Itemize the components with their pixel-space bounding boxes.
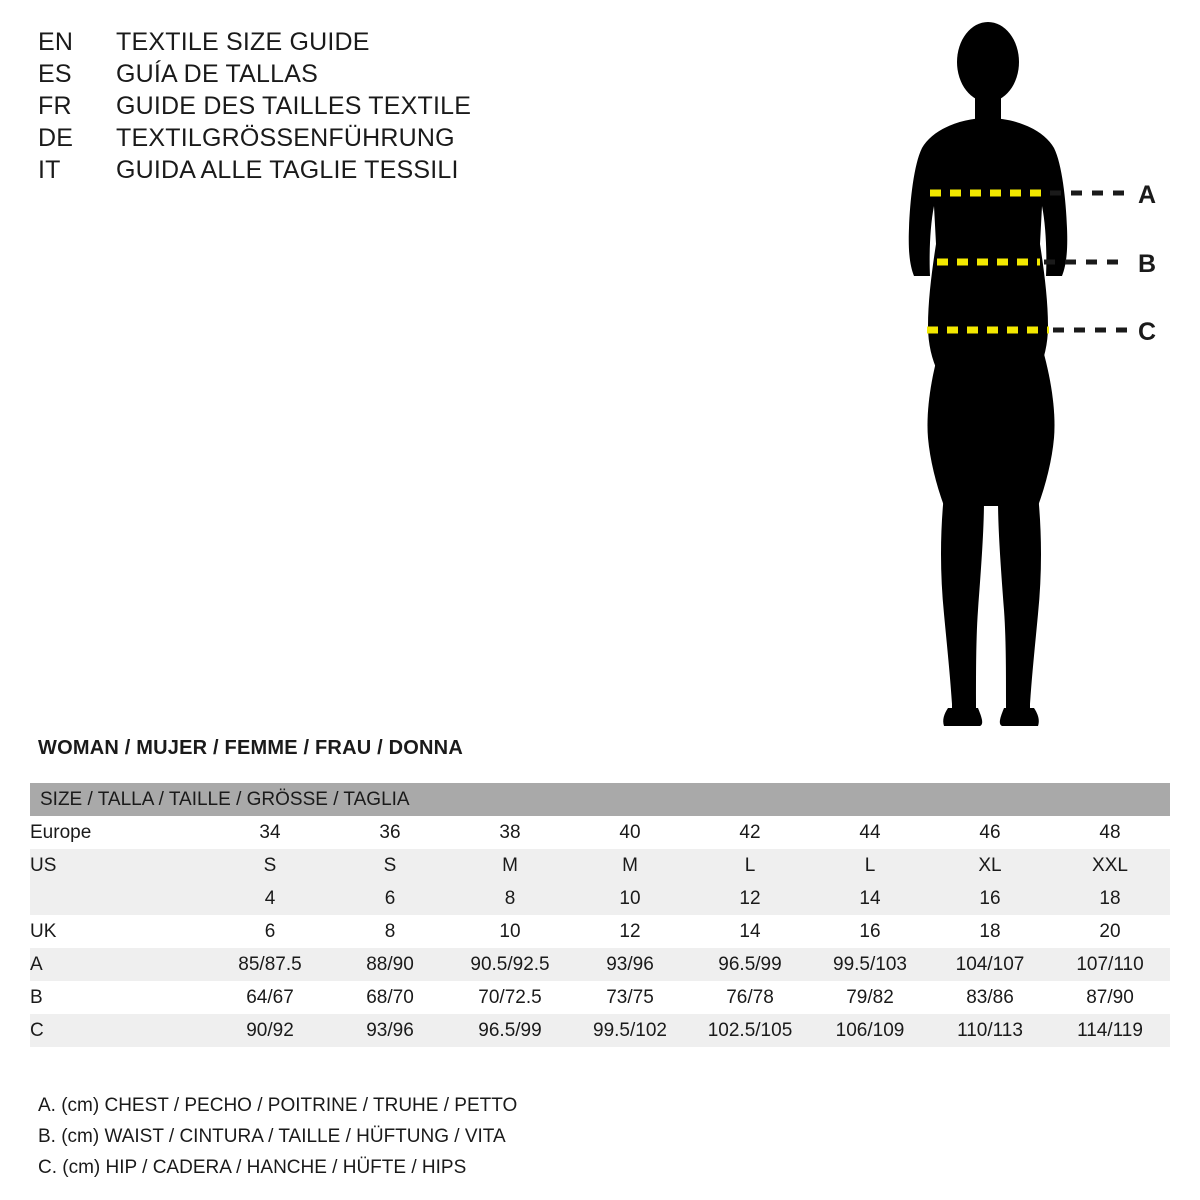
table-cell: 68/70 bbox=[330, 981, 450, 1014]
table-cell: 38 bbox=[450, 816, 570, 849]
table-cell: M bbox=[570, 849, 690, 882]
table-header-label: SIZE / TALLA / TAILLE / GRÖSSE / TAGLIA bbox=[30, 783, 1170, 816]
table-cell: L bbox=[810, 849, 930, 882]
table-cell: 96.5/99 bbox=[450, 1014, 570, 1047]
table-cell: 110/113 bbox=[930, 1014, 1050, 1047]
table-cell: 87/90 bbox=[1050, 981, 1170, 1014]
footnotes bbox=[38, 1090, 738, 1183]
table-cell: 16 bbox=[810, 915, 930, 948]
table-cell: 44 bbox=[810, 816, 930, 849]
section-title: WOMAN / MUJER / FEMME / FRAU / DONNA bbox=[38, 737, 463, 759]
table-cell: 34 bbox=[210, 816, 330, 849]
female-silhouette-icon bbox=[909, 22, 1068, 726]
marker-label-c: C bbox=[1138, 318, 1157, 346]
table-cell: 16 bbox=[930, 882, 1050, 915]
table-row bbox=[30, 816, 1170, 849]
row-label: Europe bbox=[30, 816, 210, 849]
table-cell: 93/96 bbox=[330, 1014, 450, 1047]
table-cell: 79/82 bbox=[810, 981, 930, 1014]
table-row bbox=[30, 915, 1170, 948]
table-cell: XL bbox=[930, 849, 1050, 882]
table-cell: 96.5/99 bbox=[690, 948, 810, 981]
table-cell: 8 bbox=[450, 882, 570, 915]
table-row bbox=[30, 882, 1170, 915]
language-title: GUÍA DE TALLAS bbox=[116, 60, 318, 88]
size-table bbox=[30, 783, 1170, 1047]
table-cell: 106/109 bbox=[810, 1014, 930, 1047]
table-cell: 99.5/102 bbox=[570, 1014, 690, 1047]
table-cell: 104/107 bbox=[930, 948, 1050, 981]
table-cell: 83/86 bbox=[930, 981, 1050, 1014]
table-cell: 8 bbox=[330, 915, 450, 948]
table-cell: 10 bbox=[450, 915, 570, 948]
table-cell: L bbox=[690, 849, 810, 882]
language-title: TEXTILGRÖSSENFÜHRUNG bbox=[116, 124, 455, 152]
language-row bbox=[38, 92, 558, 124]
language-code: IT bbox=[38, 156, 61, 184]
row-label: A bbox=[30, 948, 210, 981]
language-row bbox=[38, 124, 558, 156]
language-code: DE bbox=[38, 124, 74, 152]
table-cell: 6 bbox=[330, 882, 450, 915]
table-cell: 73/75 bbox=[570, 981, 690, 1014]
table-cell: 18 bbox=[930, 915, 1050, 948]
table-cell: XXL bbox=[1050, 849, 1170, 882]
table-cell: 14 bbox=[810, 882, 930, 915]
language-row bbox=[38, 60, 558, 92]
table-cell: S bbox=[330, 849, 450, 882]
footnote-chest: A. (cm) CHEST / PECHO / POITRINE / TRUHE / PETTO bbox=[38, 1095, 518, 1116]
table-cell: 6 bbox=[210, 915, 330, 948]
table-row bbox=[30, 948, 1170, 981]
table-row bbox=[30, 1014, 1170, 1047]
table-header-row bbox=[30, 783, 1170, 816]
table-cell: 90.5/92.5 bbox=[450, 948, 570, 981]
table-cell: 36 bbox=[330, 816, 450, 849]
row-label bbox=[30, 882, 210, 915]
language-code: EN bbox=[38, 28, 74, 56]
footnote-waist: B. (cm) WAIST / CINTURA / TAILLE / HÜFTUNG / VITA bbox=[38, 1126, 506, 1147]
table-cell: 99.5/103 bbox=[810, 948, 930, 981]
measurement-figure bbox=[860, 14, 1190, 754]
table-cell: 114/119 bbox=[1050, 1014, 1170, 1047]
table-cell: 70/72.5 bbox=[450, 981, 570, 1014]
table-cell: M bbox=[450, 849, 570, 882]
table-cell: 4 bbox=[210, 882, 330, 915]
table-row bbox=[30, 849, 1170, 882]
footnote-hip: C. (cm) HIP / CADERA / HANCHE / HÜFTE / HIPS bbox=[38, 1157, 467, 1178]
table-cell: 85/87.5 bbox=[210, 948, 330, 981]
table-cell: 88/90 bbox=[330, 948, 450, 981]
table-cell: 64/67 bbox=[210, 981, 330, 1014]
table-cell: 40 bbox=[570, 816, 690, 849]
row-label: UK bbox=[30, 915, 210, 948]
language-title-block bbox=[38, 28, 558, 188]
table-cell: 14 bbox=[690, 915, 810, 948]
table-cell: 12 bbox=[690, 882, 810, 915]
row-label: US bbox=[30, 849, 210, 882]
table-row bbox=[30, 981, 1170, 1014]
table-cell: 20 bbox=[1050, 915, 1170, 948]
row-label: B bbox=[30, 981, 210, 1014]
table-cell: S bbox=[210, 849, 330, 882]
table-cell: 10 bbox=[570, 882, 690, 915]
language-title: TEXTILE SIZE GUIDE bbox=[116, 28, 370, 56]
table-cell: 102.5/105 bbox=[690, 1014, 810, 1047]
marker-label-a: A bbox=[1138, 181, 1157, 209]
language-code: FR bbox=[38, 92, 72, 120]
table-cell: 12 bbox=[570, 915, 690, 948]
row-label: C bbox=[30, 1014, 210, 1047]
table-cell: 46 bbox=[930, 816, 1050, 849]
table-cell: 42 bbox=[690, 816, 810, 849]
language-code: ES bbox=[38, 60, 72, 88]
table-cell: 76/78 bbox=[690, 981, 810, 1014]
language-title: GUIDA ALLE TAGLIE TESSILI bbox=[116, 156, 459, 184]
table-cell: 107/110 bbox=[1050, 948, 1170, 981]
language-row bbox=[38, 156, 558, 188]
table-cell: 18 bbox=[1050, 882, 1170, 915]
table-cell: 48 bbox=[1050, 816, 1170, 849]
table-cell: 90/92 bbox=[210, 1014, 330, 1047]
language-row bbox=[38, 28, 558, 60]
language-title: GUIDE DES TAILLES TEXTILE bbox=[116, 92, 472, 120]
marker-label-b: B bbox=[1138, 250, 1157, 278]
table-cell: 93/96 bbox=[570, 948, 690, 981]
